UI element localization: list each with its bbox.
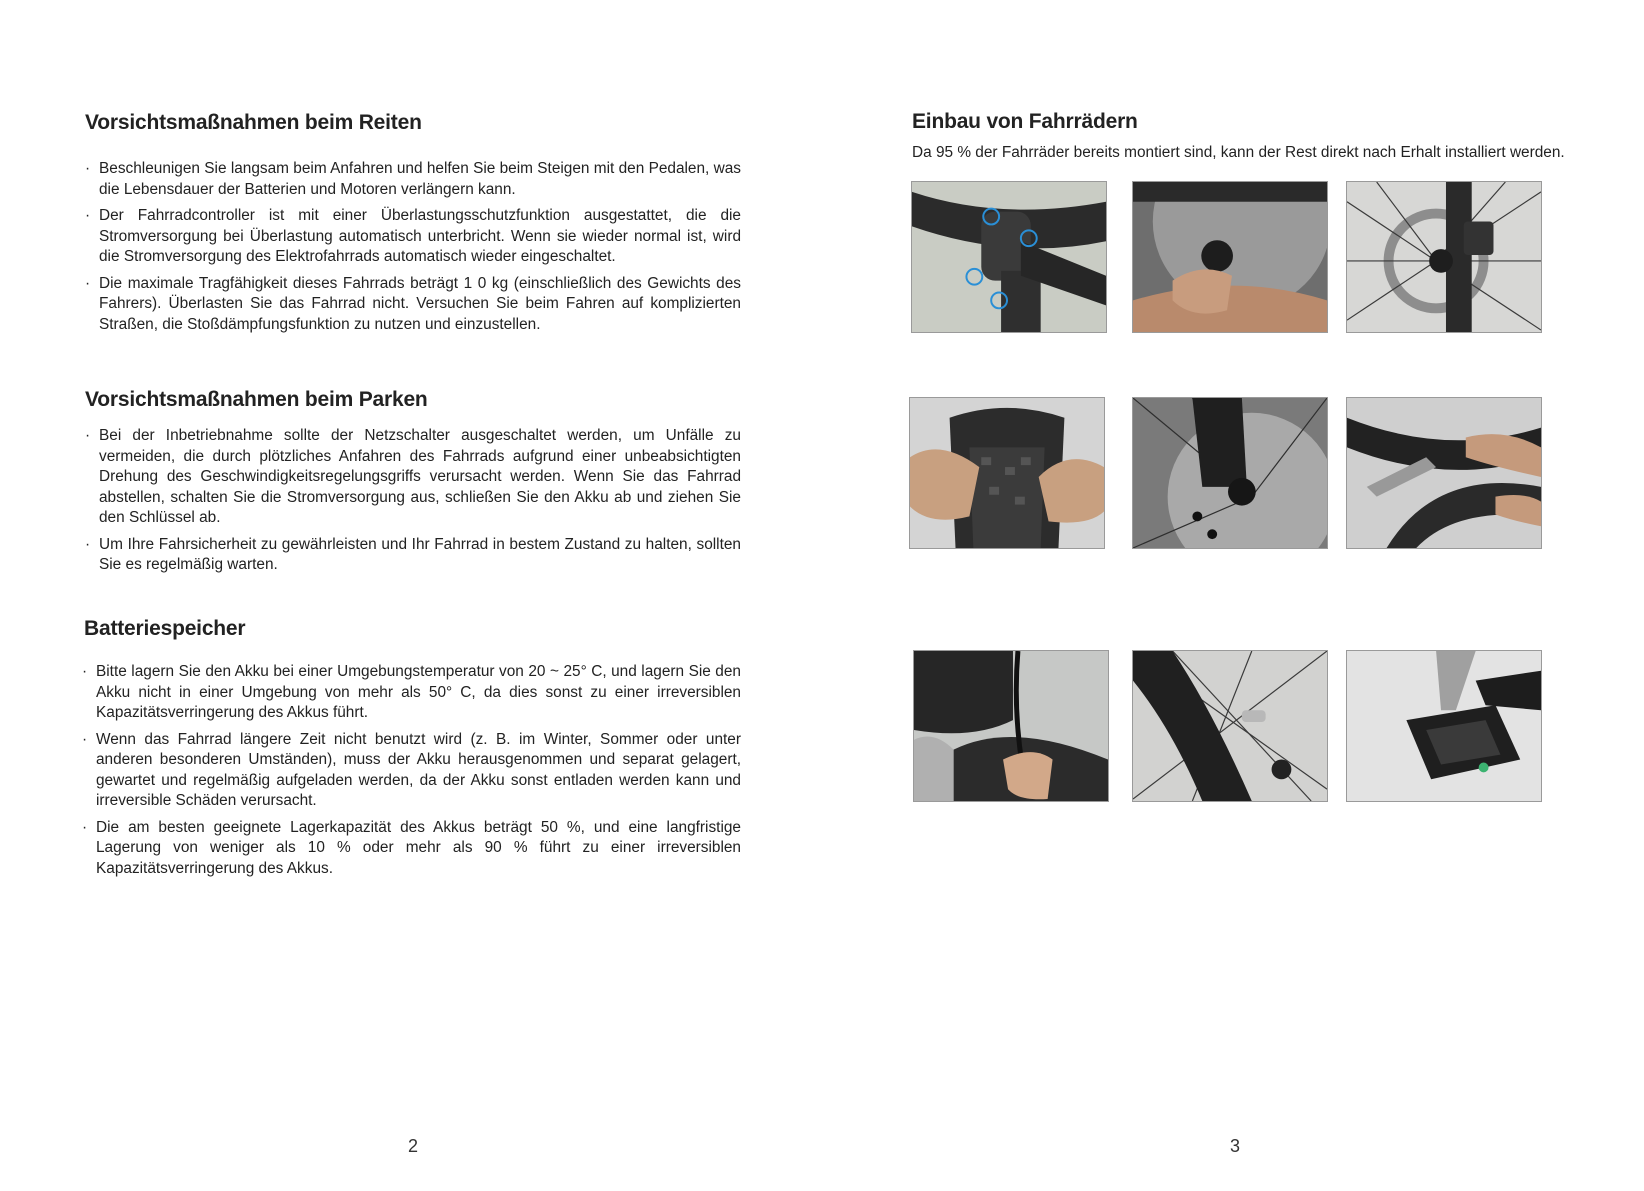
brake-cable-photo: [1346, 397, 1542, 549]
pedal-install-photo: [1346, 650, 1542, 802]
battery-storage-heading: Batteriespeicher: [84, 617, 246, 640]
disc-brake-wheel-photo: [1346, 181, 1542, 333]
cable-connector-photo: [913, 650, 1109, 802]
riding-precautions-heading: Vorsichtsmaßnahmen beim Reiten: [85, 111, 422, 134]
page-number: 3: [1230, 1136, 1241, 1156]
page-number: 2: [408, 1136, 419, 1156]
fork-bolt-photo: [1132, 650, 1328, 802]
battery-storage-list: [82, 662, 741, 885]
list-item: · Beschleunigen Sie langsam beim Anfahren und helfen Sie beim Steigen mit den Pedalen, was die Lebensdauer der Batterien und Motoren verlängern kann.: [85, 160, 741, 198]
parking-precautions-heading: Vorsichtsmaßnahmen beim Parken: [85, 388, 428, 411]
list-item: · Die am besten geeignete Lagerkapazität des Akkus beträgt 50 %, und eine langfristige Lagerung von weniger als 10 % oder mehr als 90 % führt zu einer irreversiblen Kapazitätsverringerung des Akkus.: [82, 818, 741, 877]
riding-precautions-list: [85, 159, 741, 341]
axle-install-photo: [1132, 181, 1328, 333]
list-item: · Die maximale Tragfähigkeit dieses Fahrrads beträgt 1 0 kg (einschließlich des Gewichts des Fahrers). Überlasten Sie das Fahrrad nicht. Versuchen Sie beim Fahren auf komplizierten Straßen, die Stoßdämpfungsfunktion zu nutzen und einzustellen.: [85, 274, 741, 333]
list-item: · Der Fahrradcontroller ist mit einer Überlastungsschutzfunktion ausgestattet, die die Stromversorgung bei Überlastung automatisch unterbricht. Wenn sie wieder normal ist, wird die Stromversorgung des Elektrofahrrads automatisch wieder eingeschaltet.: [85, 207, 741, 265]
list-item: · Bitte lagern Sie den Akku bei einer Umgebungstemperatur von 20 ~ 25° C, und lagern Sie den Akku nicht in einer Umgebung von mehr als 50° C, da dies sonst zu einer irreversiblen Kapazitätsverringerung des Akkus führt.: [82, 663, 741, 721]
list-item: · Wenn das Fahrrad längere Zeit nicht benutzt wird (z. B. im Winter, Sommer oder unter anderen besonderen Umständen), muss der Akku herausgenommen und separat gelagert, gewartet und regelmäßig aufgeladen werden, da der Akku sonst entladen werden kann und irreversible Schäden verursacht.: [82, 730, 741, 809]
handlebar-photo: [911, 181, 1107, 333]
list-item: · Bei der Inbetriebnahme sollte der Netzschalter ausgeschaltet werden, um Unfälle zu vermeiden, die durch plötzliches Anfahren des Fahrrads aufgrund einer unbeabsichtigten Drehung des Geschwindigkeitsregelungsgriffs verursacht werden. Wenn Sie das Fahrrad abstellen, schalten Sie die Stromversorgung aus, schließen Sie den Akku ab und ziehen Sie den Schlüssel ab.: [85, 427, 741, 526]
assembly-heading: Einbau von Fahrrädern: [912, 110, 1138, 133]
parking-precautions-list: [85, 426, 741, 582]
fender-tire-photo: [909, 397, 1105, 549]
front-axle-nut-photo: [1132, 397, 1328, 549]
right-page: [822, 0, 1644, 1191]
list-item: · Um Ihre Fahrsicherheit zu gewährleisten und Ihr Fahrrad in bestem Zustand zu halten, sollten Sie es regelmäßig warten.: [85, 535, 741, 573]
assembly-intro: Da 95 % der Fahrräder bereits montiert sind, kann der Rest direkt nach Erhalt installiert werden.: [912, 144, 1565, 161]
